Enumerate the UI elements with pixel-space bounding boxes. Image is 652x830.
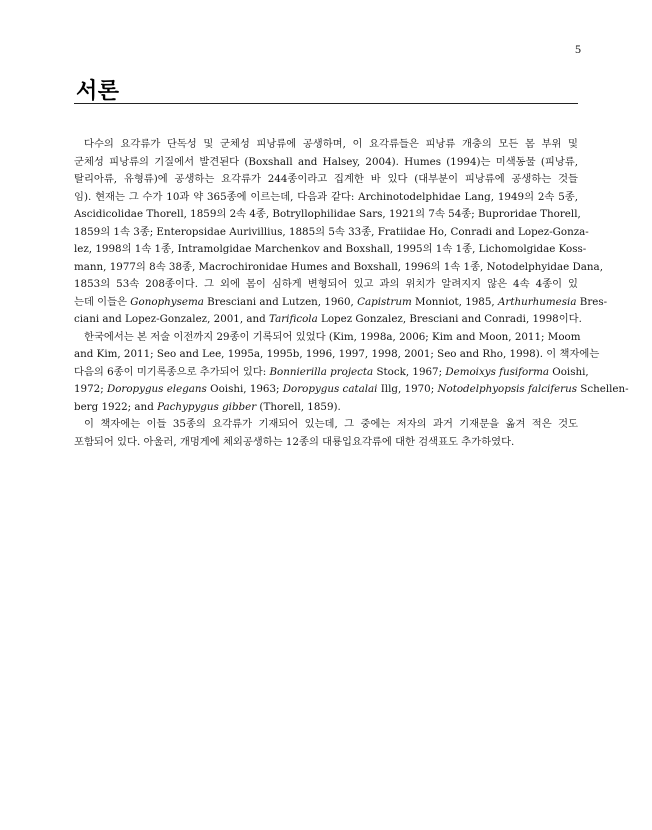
paragraph-line bbox=[74, 416, 578, 434]
paragraph-line bbox=[74, 346, 600, 364]
italic-taxon-name: Tarificola bbox=[269, 313, 318, 325]
text-segment: 다음의 6종이 미기록종으로 추가되어 있다: bbox=[74, 365, 270, 378]
italic-taxon-name: Capistrum bbox=[357, 295, 412, 308]
text-segment: and Kim, 2011; Seo and Lee, 1995a, 1995b, 1996, 1997, 1998, 2001; Seo and Rho, 1998). 이 책자에는 bbox=[74, 348, 600, 360]
text-segment: berg 1922; and bbox=[74, 400, 158, 413]
text-segment: Stock, 1967; bbox=[373, 365, 446, 378]
italic-taxon-name: Demoixys fusiforma bbox=[445, 365, 549, 378]
paragraph-line bbox=[74, 294, 608, 312]
text-segment: Illg, 1970; bbox=[377, 383, 438, 395]
text-segment: Ooishi, bbox=[549, 365, 589, 378]
text-segment: lez, 1998의 1속 1종, Intramolgidae Marchenkov and Boxshall, 1995의 1속 1종, Lichomolgidae Koss- bbox=[74, 243, 587, 255]
text-segment: Monniot, 1985, bbox=[411, 295, 498, 308]
paragraph-line bbox=[74, 206, 581, 224]
page-number: 5 bbox=[575, 42, 581, 56]
paragraph bbox=[74, 416, 578, 451]
italic-taxon-name: Doropygus elegans bbox=[106, 383, 207, 395]
paragraph-line bbox=[74, 364, 589, 382]
paragraph-line bbox=[74, 136, 578, 154]
text-segment: Bres- bbox=[576, 295, 608, 308]
paragraph-line bbox=[74, 329, 581, 347]
paragraph-line bbox=[74, 171, 578, 189]
paragraph-line bbox=[74, 259, 603, 277]
text-segment: 탈리아류, 유형류)에 공생하는 요각류가 244종이라고 집계한 바 있다 (대부분이 피낭류에 공생하는 것들 bbox=[74, 173, 578, 185]
paragraph-line bbox=[74, 311, 582, 329]
text-segment: Bresciani and Lutzen, 1960, bbox=[203, 295, 358, 308]
paragraph-line bbox=[74, 154, 578, 172]
paragraph bbox=[74, 136, 608, 329]
text-segment: 1859의 1속 3종; Enteropsidae Aurivillius, 1885의 5속 33종, Fratiidae Ho, Conradi and Lopez-Gonza- bbox=[74, 225, 589, 238]
text-segment: (Thorell, 1859). bbox=[256, 400, 341, 413]
paragraph-line bbox=[74, 381, 629, 399]
paragraph-line bbox=[74, 276, 578, 294]
italic-taxon-name: Notodelphyopsis falciferus bbox=[437, 383, 578, 395]
text-segment: ciani and Lopez-Gonzalez, 2001, and bbox=[74, 313, 270, 325]
section-heading: 서론 bbox=[76, 79, 120, 104]
text-segment: 1853의 53속 208종이다. 그 외에 몸이 심하게 변형되어 있고 과의 위치가 알려지지 않은 4속 4종이 있 bbox=[74, 278, 578, 290]
text-segment: Ascidicolidae Thorell, 1859의 2속 4종, Botryllophilidae Sars, 1921의 7속 54종; Buproridae Thorell, bbox=[74, 208, 581, 220]
italic-taxon-name: Pachypygus gibber bbox=[157, 400, 257, 413]
text-segment: 군체성 피낭류의 기질에서 발견된다 (Boxshall and Halsey, 2004). Humes (1994)는 미색동물 (피낭류, bbox=[74, 155, 578, 168]
text-segment: mann, 1977의 8속 38종, Macrochironidae Humes and Boxshall, 1996의 1속 1종, Notodelphyidae Dana, bbox=[74, 260, 603, 273]
text-segment: 는데 이들은 bbox=[74, 295, 131, 308]
italic-taxon-name: Doropygus catalai bbox=[282, 383, 378, 395]
paragraph-line bbox=[74, 241, 587, 259]
text-segment: Lopez Gonzalez, Bresciani and Conradi, 1998이다. bbox=[317, 313, 582, 325]
italic-taxon-name: Arthurhumesia bbox=[497, 295, 577, 308]
text-segment: 다수의 요각류가 단독성 및 군체성 피낭류에 공생하며, 이 요각류들은 피낭류 개충의 모든 몸 부위 및 bbox=[84, 138, 578, 150]
body-text bbox=[74, 136, 629, 451]
text-segment: 이 책자에는 이들 35종의 요각류가 기재되어 있는데, 그 중에는 저자의 과거 기재문을 옮겨 적은 것도 bbox=[84, 418, 578, 430]
text-segment: Schellen- bbox=[577, 383, 629, 395]
paragraph-line bbox=[74, 434, 578, 452]
text-segment: Ooishi, 1963; bbox=[206, 383, 283, 395]
text-segment: 한국에서는 본 저술 이전까지 29종이 기록되어 있었다 (Kim, 1998a, 2006; Kim and Moon, 2011; Moom bbox=[84, 330, 581, 343]
italic-taxon-name: Bonnierilla projecta bbox=[269, 365, 374, 378]
italic-taxon-name: Gonophysema bbox=[130, 295, 204, 308]
paragraph-line bbox=[74, 189, 578, 207]
text-segment: 1972; bbox=[74, 383, 107, 395]
paragraph bbox=[74, 329, 629, 417]
heading-rule bbox=[74, 103, 578, 104]
text-segment: 포함되어 있다. 아울러, 개멍게에 체외공생하는 12종의 대룡입요각류에 대한 검색표도 추가하였다. bbox=[74, 435, 515, 448]
text-segment: 임). 현재는 그 수가 10과 약 365종에 이르는데, 다음과 같다: Archinotodelphidae Lang, 1949의 2속 5종, bbox=[74, 190, 578, 203]
paragraph-line bbox=[74, 224, 589, 242]
paragraph-line bbox=[74, 399, 578, 417]
